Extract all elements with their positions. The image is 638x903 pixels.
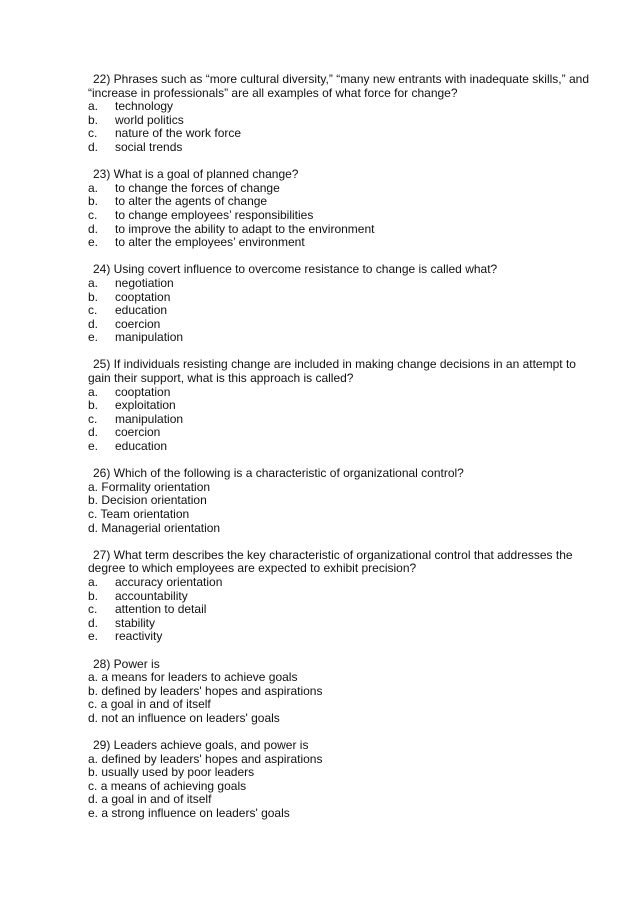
answer-option [88,209,598,223]
option-letter: e. [88,806,99,821]
question-stem [88,168,598,182]
question-stem [88,263,598,277]
answer-option [88,141,598,155]
option-letter: d. [88,316,99,331]
question-stem [88,467,598,481]
question-stem [88,549,598,576]
option-text: education [115,439,168,454]
option-text: a strong influence on leaders' goals [101,806,290,821]
answer-option [88,331,598,345]
option-letter: a. [88,479,99,494]
option-text: to change the forces of change [115,180,280,195]
option-text: to change employees’ responsibilities [115,207,314,222]
question-block [88,73,598,155]
answer-option [88,793,598,807]
answer-option [88,182,598,196]
answer-option [88,127,598,141]
answer-option [88,766,598,780]
option-letter: d. [88,615,99,630]
answer-option [88,576,598,590]
option-letter: b. [88,588,99,603]
option-text: to alter the employees’ environment [115,235,305,250]
option-letter: a. [88,180,99,195]
answer-option [88,277,598,291]
option-text: manipulation [115,411,184,426]
answer-option [88,236,598,250]
option-text: nature of the work force [115,126,242,141]
question-block [88,739,598,821]
answer-option [88,386,598,400]
option-text: education [115,303,168,318]
option-text: not an influence on leaders' goals [101,710,280,725]
option-text: Decision orientation [101,493,207,508]
answer-option [88,223,598,237]
answer-option [88,753,598,767]
answer-option [88,304,598,318]
question-stem-text: 22) Phrases such as “more cultural diversity,” “many new entrants with inadequate skills,” and “increase in professionals” are all examples of what force for change? [88,72,589,100]
option-letter: d. [88,710,99,725]
question-block [88,168,598,250]
option-letter: c. [88,411,98,426]
option-text: exploitation [115,398,176,413]
question-stem-text: 28) Power is [93,656,160,671]
question-stem-text: 23) What is a goal of planned change? [93,167,299,182]
question-stem [88,739,598,753]
option-letter: b. [88,194,99,209]
question-stem [88,73,598,100]
option-letter: a. [88,670,99,685]
option-text: coercion [115,425,161,440]
answer-option [88,807,598,821]
option-letter: c. [88,207,98,222]
option-text: a goal in and of itself [100,697,211,712]
option-letter: b. [88,289,99,304]
answer-option [88,494,598,508]
answer-option [88,685,598,699]
answer-option [88,698,598,712]
option-text: Team orientation [100,507,190,521]
question-block [88,658,598,726]
option-text: manipulation [115,330,184,345]
option-text: social trends [115,139,183,154]
question-stem-text: 25) If individuals resisting change are included in making change decisions in an attempt to gain their support, what is this approach is called? [88,357,576,386]
question-block [88,263,598,345]
option-letter: a. [88,384,99,399]
question-stem-text: 26) Which of the following is a characteristic of organizational control? [93,466,464,481]
option-text: world politics [115,112,184,127]
answer-option [88,413,598,427]
answer-option [88,780,598,794]
option-letter: c. [88,697,98,712]
answer-option [88,508,598,522]
option-text: a goal in and of itself [101,792,212,807]
document-page [88,73,598,834]
option-text: a means for leaders to achieve goals [101,670,298,685]
option-text: cooptation [115,289,171,304]
option-text: cooptation [115,384,171,399]
question-stem-text: 29) Leaders achieve goals, and power is [93,738,309,753]
option-text: accountability [115,588,188,603]
answer-option [88,617,598,631]
option-letter: e. [88,235,99,250]
answer-option [88,399,598,413]
option-letter: a. [88,574,99,589]
answer-option [88,440,598,454]
question-stem [88,658,598,672]
option-text: technology [115,99,174,114]
option-text: attention to detail [115,602,207,617]
question-block [88,358,598,453]
option-letter: a. [88,275,99,290]
question-stem [88,358,598,385]
option-letter: c. [88,602,98,617]
answer-option [88,291,598,305]
answer-option [88,671,598,685]
option-letter: a. [88,99,99,114]
option-text: negotiation [115,275,174,290]
option-letter: c. [88,126,98,141]
option-letter: d. [88,221,99,236]
answer-option [88,100,598,114]
answer-option [88,630,598,644]
option-letter: b. [88,683,99,698]
option-text: reactivity [115,629,163,644]
option-letter: c. [88,507,98,521]
option-text: a means of achieving goals [100,778,247,793]
option-text: Formality orientation [101,479,211,494]
question-stem-text: 24) Using covert influence to overcome resistance to change is called what? [93,262,498,277]
answer-option [88,426,598,440]
option-text: to improve the ability to adapt to the environment [115,221,375,236]
option-letter: b. [88,493,99,508]
option-text: to alter the agents of change [115,194,268,209]
option-letter: c. [88,778,98,793]
answer-option [88,114,598,128]
answer-option [88,712,598,726]
option-text: Managerial orientation [101,520,221,535]
option-text: accuracy orientation [115,574,223,589]
question-block [88,467,598,535]
question-list [88,73,598,821]
answer-option [88,195,598,209]
option-text: coercion [115,316,161,331]
option-letter: e. [88,629,99,644]
answer-option [88,522,598,536]
option-letter: d. [88,425,99,440]
answer-option [88,590,598,604]
question-block [88,549,598,644]
option-letter: b. [88,765,99,780]
option-letter: d. [88,520,99,535]
option-text: usually used by poor leaders [101,765,255,780]
option-letter: d. [88,792,99,807]
answer-option [88,481,598,495]
answer-option [88,318,598,332]
option-letter: d. [88,139,99,154]
option-text: stability [115,615,156,630]
option-letter: e. [88,330,99,345]
option-letter: c. [88,303,98,318]
option-letter: b. [88,112,99,127]
option-letter: a. [88,751,99,766]
option-letter: b. [88,398,99,413]
option-text: defined by leaders' hopes and aspirations [101,683,323,698]
answer-option [88,603,598,617]
option-text: defined by leaders' hopes and aspirations [101,751,323,766]
question-stem-text: 27) What term describes the key characteristic of organizational control that addresses the degree to which employees are expected to exhibit precision? [88,547,573,576]
option-letter: e. [88,439,99,454]
